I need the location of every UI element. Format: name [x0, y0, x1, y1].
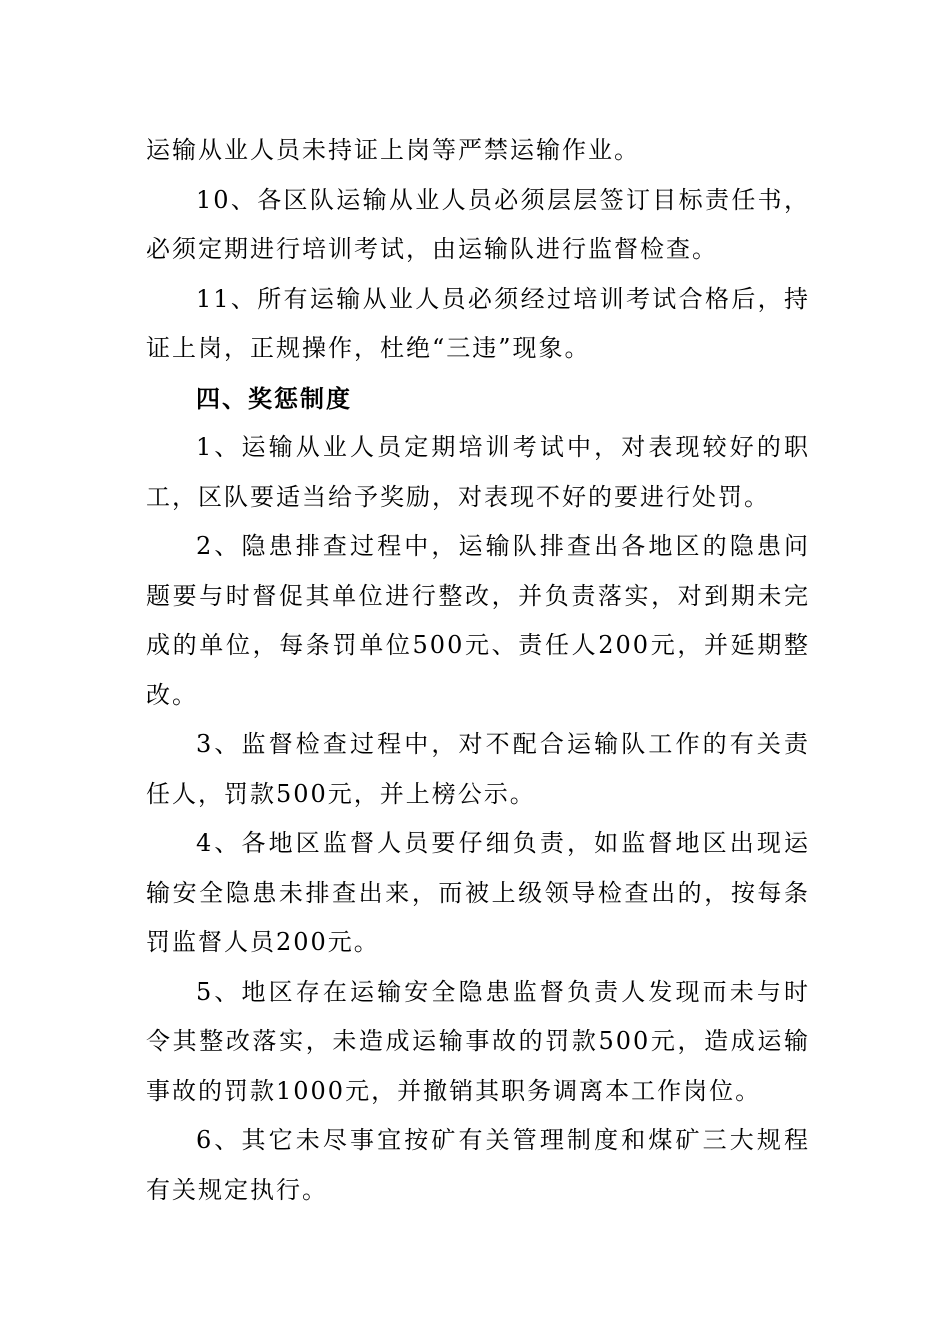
paragraph-item-5: 5、地区存在运输安全隐患监督负责人发现而未与时令其整改落实，未造成运输事故的罚款500元，造成运输事故的罚款1000元，并撤销其职务调离本工作岗位。	[146, 977, 810, 1105]
paragraph-item-4: 4、各地区监督人员要仔细负责，如监督地区出现运输安全隐患未排查出来，而被上级领导检查出的，按每条罚监督人员200元。	[146, 829, 810, 956]
paragraph-item-11: 11、所有运输从业人员必须经过培训考试合格后，持证上岗，正规操作，杜绝“三违”现象。	[146, 284, 810, 362]
paragraph-continuation: 运输从业人员未持证上岗等严禁运输作业。	[146, 136, 640, 164]
document-body	[146, 126, 810, 1215]
paragraph-item-1: 1、运输从业人员定期培训考试中，对表现较好的职工，区队要适当给予奖励，对表现不好的要进行处罚。	[146, 433, 810, 511]
paragraph-item-3: 3、监督检查过程中，对不配合运输队工作的有关责任人，罚款500元，并上榜公示。	[146, 730, 810, 808]
paragraph-item-2: 2、隐患排查过程中，运输队排查出各地区的隐患问题要与时督促其单位进行整改，并负责落实，对到期未完成的单位，每条罚单位500元、责任人200元，并延期整改。	[146, 532, 810, 709]
section-heading-rewards-penalties: 四、奖惩制度	[196, 383, 352, 413]
paragraph-item-6: 6、其它未尽事宜按矿有关管理制度和煤矿三大规程有关规定执行。	[146, 1126, 810, 1204]
paragraph-item-10: 10、各区队运输从业人员必须层层签订目标责任书，必须定期进行培训考试，由运输队进行监督检查。	[146, 185, 810, 263]
